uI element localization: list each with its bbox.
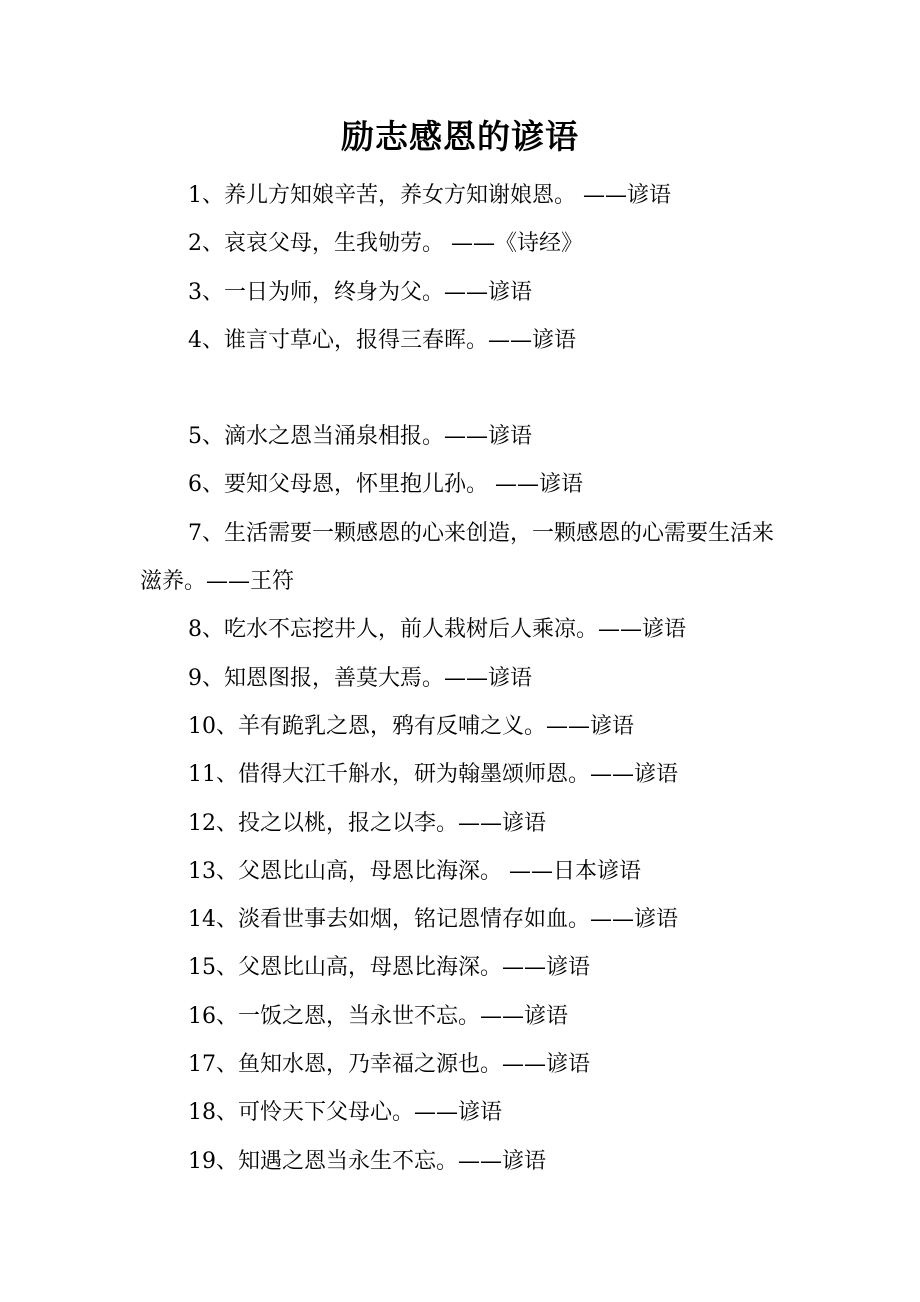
blank-line bbox=[140, 365, 790, 413]
page-title: 励志感恩的谚语 bbox=[341, 117, 579, 156]
proverb-item: 7、生活需要一颗感恩的心来创造，一颗感恩的心需要生活来滋养。——王符 bbox=[140, 520, 774, 595]
proverb-item: 13、父恩比山高，母恩比海深。 ——日本谚语 bbox=[188, 858, 641, 884]
proverb-item: 5、滴水之恩当涌泉相报。——谚语 bbox=[188, 424, 532, 450]
proverb-item: 1、养儿方知娘辛苦，养女方知谢娘恩。 ——谚语 bbox=[188, 183, 671, 208]
proverb-item: 17、鱼知水恩，乃幸福之源也。——谚语 bbox=[188, 1052, 590, 1078]
proverb-item: 18、可怜天下父母心。——谚语 bbox=[188, 1100, 502, 1126]
proverb-item: 4、谁言寸草心，报得三春晖。——谚语 bbox=[188, 327, 576, 353]
proverb-item: 12、投之以桃，报之以李。——谚语 bbox=[188, 810, 546, 836]
proverb-item: 15、父恩比山高，母恩比海深。——谚语 bbox=[188, 955, 590, 981]
proverb-item: 11、借得大江千斛水，研为翰墨颂师恩。——谚语 bbox=[188, 762, 678, 788]
proverb-item: 19、知遇之恩当永生不忘。——谚语 bbox=[188, 1148, 546, 1174]
proverb-item: 14、淡看世事去如烟，铭记恩情存如血。——谚语 bbox=[188, 907, 678, 933]
proverb-item: 10、羊有跪乳之恩，鸦有反哺之义。——谚语 bbox=[188, 713, 634, 739]
proverb-item: 2、哀哀父母，生我劬劳。 ——《诗经》 bbox=[188, 231, 583, 257]
proverb-item: 9、知恩图报，善莫大焉。——谚语 bbox=[188, 665, 532, 691]
proverb-item: 8、吃水不忘挖井人，前人栽树后人乘凉。——谚语 bbox=[188, 617, 686, 643]
proverb-item: 6、要知父母恩，怀里抱儿孙。 ——谚语 bbox=[188, 472, 583, 498]
proverb-item: 16、一饭之恩，当永世不忘。——谚语 bbox=[188, 1003, 568, 1029]
proverb-item: 3、一日为师，终身为父。——谚语 bbox=[188, 279, 532, 305]
proverb-list bbox=[140, 172, 790, 1186]
